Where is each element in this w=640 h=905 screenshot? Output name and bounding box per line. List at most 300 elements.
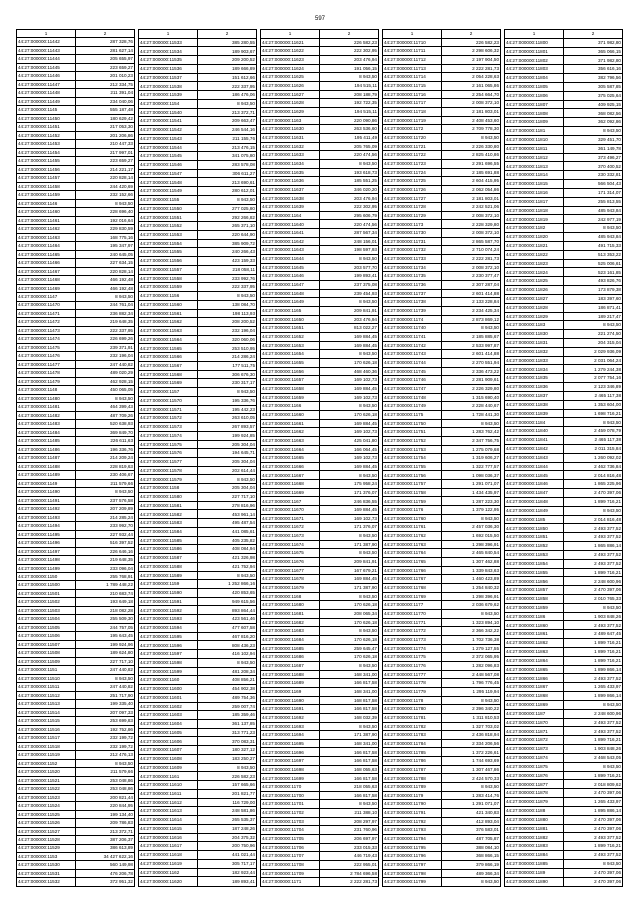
table-row	[505, 400, 623, 409]
cadastral-number-cell: 44:27:000000:11883	[505, 842, 564, 851]
cadastral-number-cell: 44:27:000000:11589	[139, 571, 198, 580]
table-row	[139, 396, 257, 405]
value-cell: 209 200,52	[198, 56, 257, 65]
table-row	[17, 573, 135, 581]
table-row	[383, 376, 501, 385]
value-cell: 265 371,10	[198, 222, 257, 231]
cadastral-number-cell: 44:27:000000:1177	[383, 601, 442, 610]
value-cell: 1 315 690,40	[442, 393, 501, 402]
cadastral-number-cell: 44:27:000000:1173	[383, 220, 442, 229]
cadastral-number-cell: 44:27:000000:11714	[383, 73, 442, 82]
cadastral-number-cell: 44:27:000000:11733	[383, 255, 442, 264]
table-row	[17, 861, 135, 869]
table-row	[139, 309, 257, 318]
cadastral-number-cell: 44:27:000000:11596	[139, 641, 198, 650]
cadastral-number-cell: 44:27:000000:11608	[139, 754, 198, 763]
table-row	[139, 746, 257, 755]
table-row	[383, 341, 501, 350]
cadastral-number-cell: 44:27:000000:11612	[139, 798, 198, 807]
cadastral-number-cell: 44:27:000000:11815	[505, 180, 564, 189]
value-cell: 226 582,23	[198, 772, 257, 781]
cadastral-number-cell: 44:27:000000:1171	[261, 878, 320, 887]
cadastral-number-cell: 44:27:000000:11838	[505, 400, 564, 409]
value-cell: 213 372,71	[76, 827, 135, 835]
value-cell: 489 366,34	[442, 869, 501, 878]
value-cell: 292 266,82	[198, 213, 257, 222]
table-row	[17, 759, 135, 767]
table-row	[17, 114, 135, 122]
value-cell: 198 597,93	[320, 246, 379, 255]
cadastral-number-cell: 44:27:000000:11564	[139, 335, 198, 344]
value-cell: 2 014 816,48	[564, 515, 623, 524]
cadastral-number-cell: 44:27:000000:11730	[383, 229, 442, 238]
table-row	[261, 133, 379, 142]
table-row	[261, 817, 379, 826]
cadastral-number-cell: 44:27:000000:1185	[505, 515, 564, 524]
cadastral-number-cell: 44:27:000000:11760	[383, 514, 442, 523]
cadastral-number-cell: 44:27:000000:1151	[17, 666, 76, 674]
value-cell: 371 982,80	[564, 38, 623, 47]
table-row	[139, 187, 257, 196]
table-row	[261, 402, 379, 411]
value-cell: 169 102,73	[320, 454, 379, 463]
table-row	[17, 751, 135, 759]
cadastral-number-cell: 44:27:000000:11695	[261, 739, 320, 748]
table-row	[261, 791, 379, 800]
table-row	[139, 204, 257, 213]
table-row	[383, 194, 501, 203]
table-row	[505, 347, 623, 356]
cadastral-number-cell: 44:27:000000:1181	[505, 127, 564, 136]
table-row	[505, 74, 623, 83]
cadastral-number-cell: 44:27:000000:11621	[261, 38, 320, 47]
table-row	[261, 445, 379, 454]
table-row	[383, 263, 501, 272]
cadastral-number-cell: 44:27:000000:11756	[383, 471, 442, 480]
value-cell: 201 821,77	[198, 789, 257, 798]
value-cell: 232 152,66	[76, 191, 135, 199]
cadastral-number-cell: 44:27:000000:11805	[505, 82, 564, 91]
cadastral-number-cell: 44:27:000000:11692	[261, 713, 320, 722]
table-row	[17, 301, 135, 309]
value-cell: 2 226 329,80	[442, 384, 501, 393]
table-row	[261, 90, 379, 99]
value-cell: 166 817,58	[320, 757, 379, 766]
value-cell: 255 509,30	[76, 615, 135, 623]
table-row	[505, 771, 623, 780]
value-cell: 170 626,18	[320, 410, 379, 419]
cadastral-number-cell: 44:27:000000:11866	[505, 674, 564, 683]
value-cell: 8 943,50	[442, 609, 501, 618]
value-cell: 204 375,32	[198, 833, 257, 842]
value-cell: 441 085,61	[198, 527, 257, 536]
table-row	[139, 335, 257, 344]
value-cell: 1 311 810,53	[442, 713, 501, 722]
value-cell: 2 228 440,67	[442, 402, 501, 411]
table-row	[17, 89, 135, 97]
cadastral-number-cell: 44:27:000000:11793	[383, 826, 442, 835]
table-row	[383, 506, 501, 515]
table-row	[139, 676, 257, 685]
cadastral-number-cell: 44:27:000000:11786	[383, 757, 442, 766]
value-cell: 255 768,91	[76, 573, 135, 581]
value-cell: 206 697,97	[320, 835, 379, 844]
table-row	[17, 174, 135, 182]
cadastral-number-cell: 44:27:000000:11508	[17, 649, 76, 657]
value-cell: 2 014 816,48	[564, 471, 623, 480]
value-cell: 1 744 693,69	[442, 757, 501, 766]
value-cell: 237 375,08	[320, 281, 379, 290]
table-row	[139, 798, 257, 807]
value-cell: 320 060,06	[198, 335, 257, 344]
table-row	[17, 691, 135, 699]
cadastral-number-cell: 44:27:000000:11752	[383, 436, 442, 445]
cadastral-number-cell: 44:27:000000:11506	[17, 632, 76, 640]
value-cell: 420 853,65	[198, 589, 257, 598]
table-row	[261, 55, 379, 64]
cadastral-number-cell: 44:27:000000:11742	[383, 341, 442, 350]
cadastral-number-cell: 44:27:000000:11515	[17, 717, 76, 725]
cadastral-number-cell: 44:27:000000:11520	[17, 768, 76, 776]
table-row	[139, 457, 257, 466]
table-row	[261, 358, 379, 367]
table-row	[139, 257, 257, 266]
cadastral-number-cell: 44:27:000000:11726	[383, 185, 442, 194]
cadastral-number-cell: 44:27:000000:11630	[261, 125, 320, 134]
table-row	[383, 47, 501, 56]
cadastral-number-cell: 44:27:000000:11591	[139, 597, 198, 606]
table-row	[505, 162, 623, 171]
table-row	[139, 423, 257, 432]
cadastral-number-cell: 44:27:000000:11540	[139, 108, 198, 117]
table-row	[261, 384, 379, 393]
cadastral-number-cell: 44:27:000000:11615	[139, 824, 198, 833]
table-row	[505, 824, 623, 833]
value-cell: 1 899 716,21	[564, 656, 623, 665]
cadastral-number-cell: 44:27:000000:11797	[383, 861, 442, 870]
value-cell: 2 604 415,95	[442, 177, 501, 186]
cadastral-number-cell: 44:27:000000:11770	[383, 609, 442, 618]
table-row	[139, 56, 257, 65]
value-cell: 240 266,43	[198, 248, 257, 257]
value-cell: 1 899 866,14	[564, 665, 623, 674]
value-cell: 385 280,55	[198, 38, 257, 47]
cadastral-number-cell: 44:27:000000:11880	[505, 815, 564, 824]
table-row	[17, 589, 135, 597]
table-row	[505, 294, 623, 303]
cadastral-number-cell: 44:27:000000:11869	[505, 700, 564, 709]
value-cell: 233 096,04	[76, 564, 135, 572]
value-cell: 373 496,27	[564, 153, 623, 162]
table-row	[383, 315, 501, 324]
table-row	[505, 391, 623, 400]
value-cell: 1 323 894,10	[442, 618, 501, 627]
table-row	[383, 142, 501, 151]
cadastral-number-cell: 44:27:000000:11478	[17, 369, 76, 377]
value-cell: 168 341,00	[320, 670, 379, 679]
table-row	[261, 263, 379, 272]
table-row	[505, 356, 623, 365]
value-cell: 2 226 330,80	[442, 142, 501, 151]
value-cell: 8 943,50	[198, 571, 257, 580]
table-row	[505, 462, 623, 471]
value-cell: 8 943,50	[320, 549, 379, 558]
table-row	[383, 237, 501, 246]
table-row	[17, 360, 135, 368]
cadastral-number-cell: 44:27:000000:11623	[261, 55, 320, 64]
value-cell: 166 064,45	[320, 445, 379, 454]
value-cell: 228 819,63	[76, 462, 135, 470]
table-row	[505, 700, 623, 709]
value-cell: 227 717,10	[76, 657, 135, 665]
cadastral-number-cell: 44:27:000000:11601	[139, 693, 198, 702]
value-cell: 199 924,85	[198, 431, 257, 440]
table-row	[261, 506, 379, 515]
cadastral-number-cell: 44:27:000000:11566	[139, 353, 198, 362]
table-row	[505, 621, 623, 630]
cadastral-number-cell: 44:27:000000:11796	[383, 852, 442, 861]
cadastral-number-cell: 44:27:000000:11767	[383, 575, 442, 584]
value-cell: 210 447,33	[76, 140, 135, 148]
table-row	[383, 402, 501, 411]
table-row	[383, 705, 501, 714]
table-row	[261, 73, 379, 82]
value-cell: 205 304,04	[198, 440, 257, 449]
table-row	[505, 365, 623, 374]
table-row	[17, 734, 135, 742]
value-cell: 8 943,50	[198, 658, 257, 667]
cadastral-number-cell: 44:27:000000:11803	[505, 65, 564, 74]
value-cell: 169 102,73	[320, 376, 379, 385]
cadastral-number-cell: 44:27:000000:11640	[261, 220, 320, 229]
value-cell: 173 879,38	[564, 286, 623, 295]
table-row	[505, 736, 623, 745]
value-cell: 202 614,44	[198, 466, 257, 475]
cadastral-number-cell: 44:27:000000:11839	[505, 409, 564, 418]
table-row	[505, 65, 623, 74]
value-cell: 493 826,76	[564, 277, 623, 286]
value-cell: 220 828,14	[76, 267, 135, 275]
cadastral-number-cell: 44:27:000000:11706	[261, 843, 320, 852]
value-cell: 214 221,17	[76, 165, 135, 173]
cadastral-number-cell: 44:27:000000:11604	[139, 720, 198, 729]
value-cell: 8 943,50	[320, 722, 379, 731]
value-cell: 1 283 414,76	[442, 791, 501, 800]
value-cell: 371 982,80	[564, 56, 623, 65]
cadastral-number-cell: 44:27:000000:11507	[17, 640, 76, 648]
cadastral-number-cell: 44:27:000000:11542	[139, 126, 198, 135]
value-cell: 194 515,11	[320, 81, 379, 90]
table-row	[17, 123, 135, 131]
table-row	[17, 488, 135, 496]
cadastral-number-cell: 44:27:000000:11806	[505, 91, 564, 100]
value-cell: 168 055,63	[320, 765, 379, 774]
cadastral-number-cell: 44:27:000000:11677	[261, 566, 320, 575]
table-row	[139, 554, 257, 563]
table-row	[17, 225, 135, 233]
table-row	[383, 497, 501, 506]
value-cell: 201 010,23	[76, 72, 135, 80]
value-cell: 183 397,60	[564, 294, 623, 303]
table-row	[261, 246, 379, 255]
table-row	[139, 143, 257, 152]
table-row	[505, 647, 623, 656]
table-row	[261, 843, 379, 852]
cadastral-number-cell: 44:27:000000:11633	[261, 151, 320, 160]
cadastral-number-cell: 44:27:000000:11476	[17, 352, 76, 360]
table-row	[139, 623, 257, 632]
column-header: 2	[564, 30, 623, 39]
value-cell: 8 943,50	[564, 700, 623, 709]
cadastral-number-cell: 44:27:000000:11481	[17, 403, 76, 411]
table-row	[17, 674, 135, 682]
value-cell: 169 884,45	[320, 462, 379, 471]
cadastral-number-cell: 44:27:000000:11571	[139, 405, 198, 414]
table-row	[261, 861, 379, 870]
table-row	[139, 510, 257, 519]
cadastral-number-cell: 44:27:000000:11575	[139, 440, 198, 449]
value-cell: 212 334,75	[76, 80, 135, 88]
value-cell: 362 092,86	[564, 118, 623, 127]
table-row	[261, 869, 379, 878]
table-row	[261, 514, 379, 523]
cadastral-number-cell: 44:27:000000:11713	[383, 64, 442, 73]
cadastral-number-cell: 44:27:000000:11550	[139, 204, 198, 213]
table-row	[139, 64, 257, 73]
table-row	[139, 475, 257, 484]
value-cell: 8 943,50	[564, 418, 623, 427]
cadastral-number-cell: 44:27:000000:11514	[17, 708, 76, 716]
cadastral-number-cell: 44:27:000000:11828	[505, 303, 564, 312]
value-cell: 169 884,45	[320, 332, 379, 341]
cadastral-number-cell: 44:27:000000:11764	[383, 549, 442, 558]
table-row	[261, 809, 379, 818]
value-cell: 405 235,82	[198, 536, 257, 545]
table-row	[383, 307, 501, 316]
table-row	[139, 73, 257, 82]
cadastral-number-cell: 44:27:000000:11671	[261, 514, 320, 523]
table-row	[383, 618, 501, 627]
value-cell: 211 579,66	[76, 768, 135, 776]
table-row	[505, 374, 623, 383]
value-cell: 1 865 886,14	[564, 542, 623, 551]
table-row	[17, 666, 135, 674]
value-cell: 247 440,82	[76, 666, 135, 674]
table-row	[139, 781, 257, 790]
value-cell: 203 476,94	[320, 55, 379, 64]
value-cell: 226 699,26	[76, 335, 135, 343]
table-row	[383, 90, 501, 99]
value-cell: 213 476,15	[198, 143, 257, 152]
table-row	[17, 869, 135, 877]
table-row	[17, 131, 135, 139]
value-cell: 167 679,21	[320, 566, 379, 575]
cadastral-number-cell: 44:27:000000:11687	[261, 661, 320, 670]
cadastral-number-cell: 44:27:000000:11761	[383, 523, 442, 532]
cadastral-number-cell: 44:27:000000:11681	[261, 609, 320, 618]
cadastral-number-cell: 44:27:000000:11574	[139, 431, 198, 440]
column-header: 1	[261, 30, 320, 39]
cadastral-number-cell: 44:27:000000:11686	[261, 653, 320, 662]
table-row	[383, 99, 501, 108]
table-row	[139, 536, 257, 545]
cadastral-number-cell: 44:27:000000:11860	[505, 621, 564, 630]
value-cell: 489 020,29	[76, 369, 135, 377]
table-row	[383, 852, 501, 861]
value-cell: 263 536,60	[320, 125, 379, 134]
cadastral-number-cell: 44:27:000000:11680	[261, 601, 320, 610]
cadastral-number-cell: 44:27:000000:11487	[17, 454, 76, 462]
cadastral-number-cell: 44:27:000000:11685	[261, 644, 320, 653]
cadastral-number-cell: 44:27:000000:11636	[261, 177, 320, 186]
cadastral-number-cell: 44:27:000000:11717	[383, 99, 442, 108]
value-cell: 2 470 397,06	[564, 868, 623, 877]
table-row	[139, 300, 257, 309]
cadastral-number-cell: 44:27:000000:11781	[383, 713, 442, 722]
table-row	[383, 367, 501, 376]
cadastral-number-cell: 44:27:000000:11698	[261, 765, 320, 774]
cadastral-number-cell: 44:27:000000:11597	[139, 650, 198, 659]
value-cell: 2 222 281,73	[320, 878, 379, 887]
value-cell: 2 185 691,88	[442, 168, 501, 177]
table-row	[505, 550, 623, 559]
cadastral-number-cell: 44:27:000000:1158	[139, 484, 198, 493]
value-cell: 2 493 377,52	[564, 621, 623, 630]
value-cell: 1 899 866,14	[564, 692, 623, 701]
table-row	[383, 436, 501, 445]
value-cell: 248 581,86	[198, 807, 257, 816]
table-row	[261, 878, 379, 887]
table-row	[261, 713, 379, 722]
table-row	[261, 558, 379, 567]
cadastral-number-cell: 44:27:000000:11870	[505, 718, 564, 727]
value-cell: 462 928,15	[76, 377, 135, 385]
cadastral-number-cell: 44:27:000000:11708	[261, 861, 320, 870]
value-cell: 454 902,38	[198, 685, 257, 694]
cadastral-number-cell: 44:27:000000:1186	[505, 612, 564, 621]
cadastral-number-cell: 44:27:000000:11699	[261, 774, 320, 783]
table-row	[17, 276, 135, 284]
cadastral-number-cell: 44:27:000000:11844	[505, 462, 564, 471]
table-row	[383, 757, 501, 766]
table-row	[17, 293, 135, 301]
cadastral-number-cell: 44:27:000000:11613	[139, 807, 198, 816]
cadastral-number-cell: 44:27:000000:11819	[505, 215, 564, 224]
value-cell: 2 242 521,06	[442, 203, 501, 212]
value-cell: 192 722,35	[320, 99, 379, 108]
cadastral-number-cell: 44:27:000000:11783	[383, 731, 442, 740]
table-row	[139, 466, 257, 475]
table-row	[17, 539, 135, 547]
value-cell: 230 406,67	[76, 471, 135, 479]
table-row	[139, 728, 257, 737]
table-row	[261, 774, 379, 783]
value-cell: 205 765,09	[320, 142, 379, 151]
cadastral-number-cell: 44:27:000000:11648	[261, 289, 320, 298]
table-row	[505, 559, 623, 568]
cadastral-number-cell: 44:27:000000:11845	[505, 471, 564, 480]
cadastral-number-cell: 44:27:000000:11830	[505, 330, 564, 339]
cadastral-number-cell: 44:27:000000:11592	[139, 606, 198, 615]
value-cell: 2 470 397,06	[564, 789, 623, 798]
value-cell: 2 307 287,04	[442, 281, 501, 290]
value-cell: 2 424 570,33	[442, 774, 501, 783]
value-cell: 425 041,80	[320, 436, 379, 445]
table-row	[17, 394, 135, 402]
table-row	[505, 277, 623, 286]
value-cell: 193 618,73	[320, 168, 379, 177]
table-row	[139, 431, 257, 440]
